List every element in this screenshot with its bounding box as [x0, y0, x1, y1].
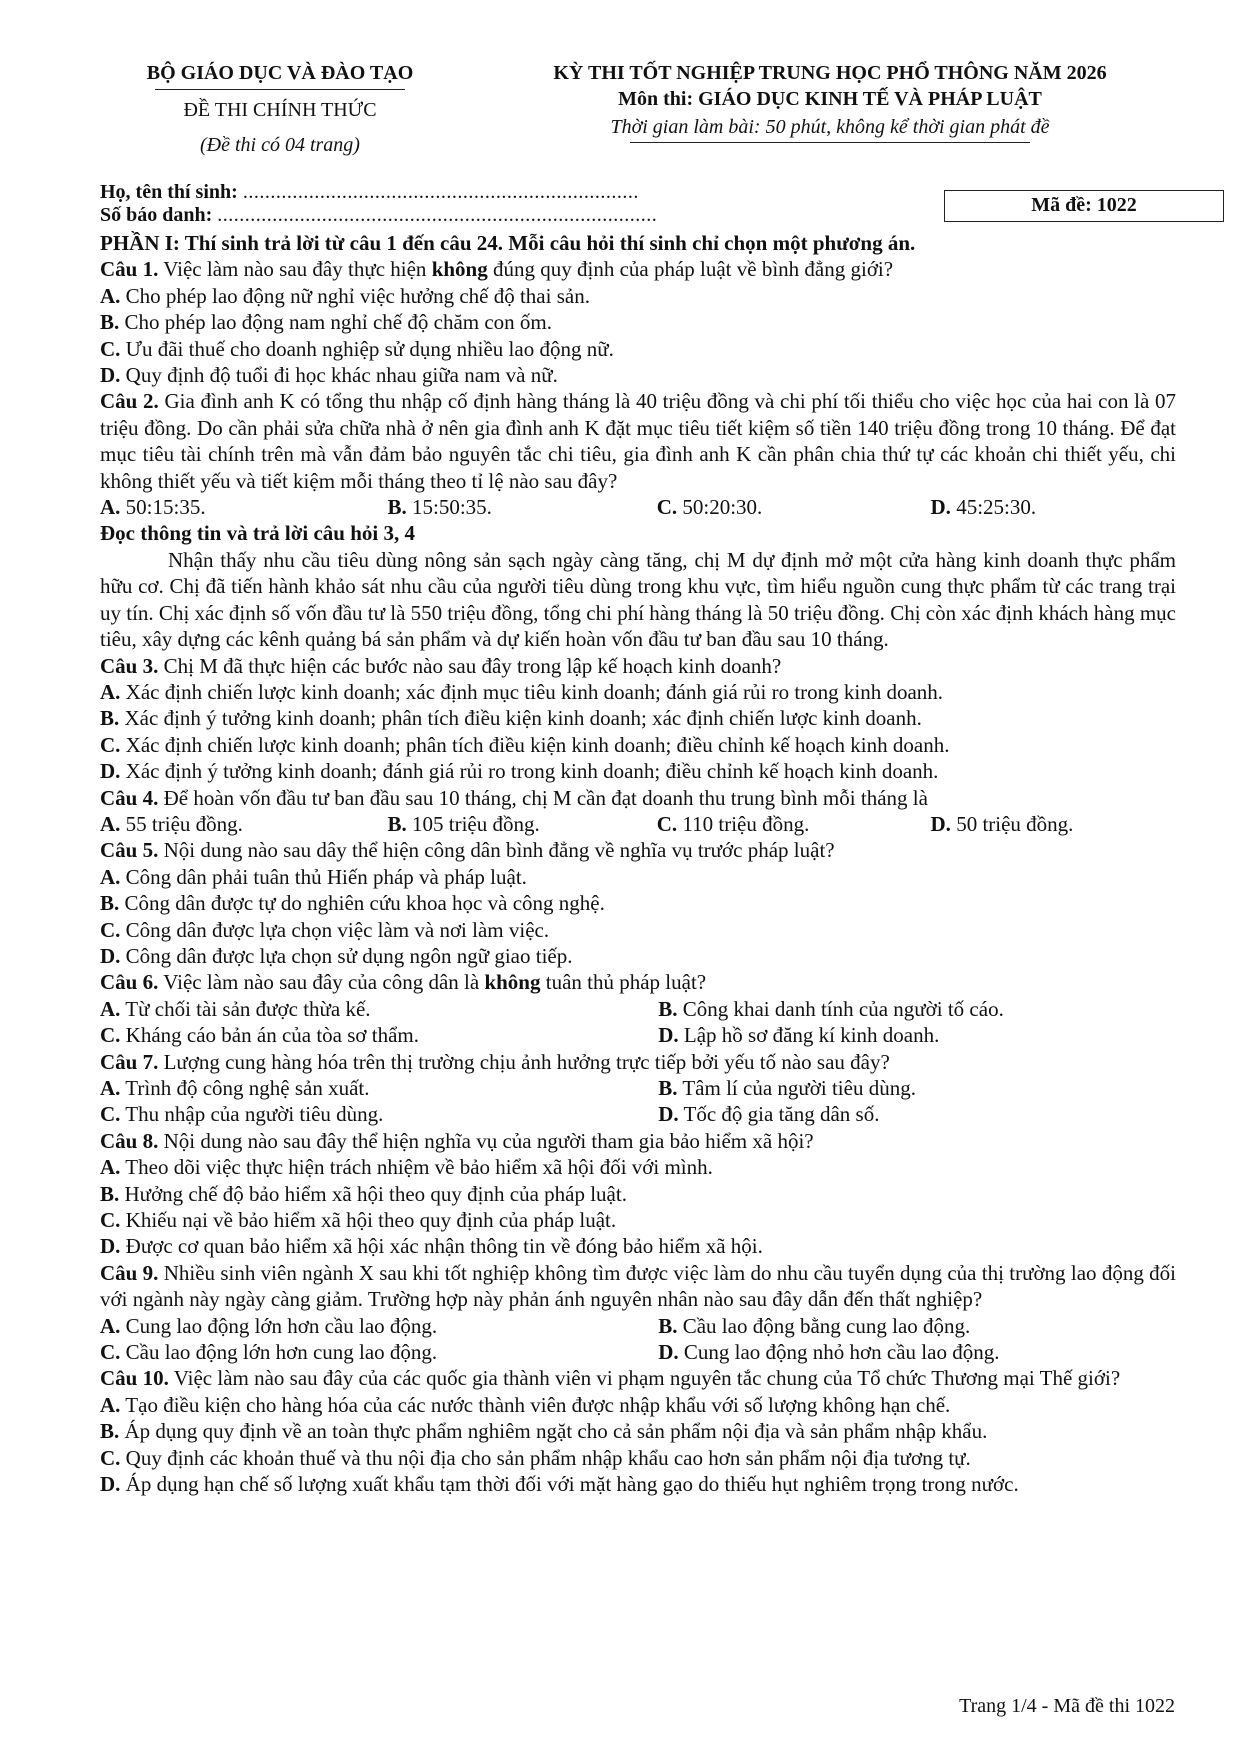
question-text: Chị M đã thực hiện các bước nào sau đây trong lập kế hoạch kinh doanh?	[158, 653, 782, 678]
option-d	[100, 362, 1176, 388]
option-label: C.	[656, 495, 678, 520]
option-b	[100, 705, 1176, 731]
option-text: Lập hồ sơ đăng kí kinh doanh.	[678, 1023, 940, 1048]
option-text: Xác định ý tưởng kinh doanh; phân tích điều kiện kinh doanh; xác định chiến lược kinh doanh.	[119, 706, 922, 731]
question-number: Câu 9.	[100, 1260, 159, 1285]
option-text: 50 triệu đồng.	[950, 811, 1074, 836]
option-label: B.	[658, 1076, 678, 1100]
question-number: Câu 3.	[100, 653, 159, 678]
option-label: C.	[100, 917, 121, 942]
candidate-name-line	[100, 181, 700, 204]
option-c	[100, 1022, 658, 1048]
question-5	[100, 837, 1176, 863]
question-emphasis: không	[484, 970, 541, 995]
option-label: B.	[100, 891, 120, 916]
option-d	[658, 1022, 1176, 1048]
question-1	[100, 256, 1176, 282]
time-note: Thời gian làm bài: 50 phút, không kể thời gian phát đề	[610, 116, 1050, 138]
option-label: D.	[100, 1472, 121, 1497]
question-text: Việc làm nào sau đây thực hiện	[158, 257, 432, 282]
option-text: Hưởng chế độ bảo hiểm xã hội theo quy định của pháp luật.	[119, 1181, 627, 1206]
option-label: D.	[658, 1023, 679, 1048]
option-c	[100, 917, 1176, 943]
option-b	[658, 1075, 1176, 1101]
question-text: Việc làm nào sau đây của công dân là	[158, 970, 485, 995]
option-text: Quy định độ tuổi đi học khác nhau giữa nam và nữ.	[120, 363, 558, 388]
options-row	[100, 494, 1176, 520]
option-text: Công dân được lựa chọn sử dụng ngôn ngữ giao tiếp.	[120, 943, 573, 968]
option-text: Tốc độ gia tăng dân số.	[678, 1102, 880, 1127]
option-text: Công khai danh tính của người tố cáo.	[677, 996, 1004, 1021]
options-row	[100, 1339, 1176, 1365]
candidate-name-label: Họ, tên thí sinh:	[100, 181, 238, 203]
option-b	[658, 996, 1176, 1022]
passage-3-4: Nhận thấy nhu cầu tiêu dùng nông sản sạch ngày càng tăng, chị M dự định mở một cửa hàng kinh doanh thực phẩm hữu cơ. Chị đã tiến hành khảo sát nhu cầu của người tiêu dùng trong khu vực, tìm hiểu nguồn cung thực phẩm từ các trang trại uy tín. Chị xác định số vốn đầu tư là 550 triệu đồng, tổng chi phí hàng tháng là 50 triệu đồng. Chị còn xác định khách hàng mục tiêu, xây dựng các kênh quảng bá sản phẩm và dự kiến hoàn vốn đầu tư ban đầu sau 10 tháng.	[100, 547, 1176, 652]
option-label: A.	[100, 1313, 121, 1338]
option-a	[100, 283, 1176, 309]
question-2	[100, 388, 1176, 494]
option-b	[100, 890, 1176, 916]
option-label: B.	[658, 996, 678, 1021]
option-label: C.	[100, 1445, 121, 1470]
option-text: Cầu lao động lớn hơn cung lao động.	[120, 1340, 438, 1365]
option-label: B.	[387, 495, 407, 520]
option-label: B.	[658, 1313, 678, 1338]
option-text: Thu nhập của người tiêu dùng.	[120, 1102, 384, 1127]
option-label: B.	[100, 706, 120, 731]
option-d	[931, 811, 1177, 837]
option-label: A.	[100, 864, 121, 889]
header-left	[100, 60, 460, 160]
option-label: C.	[100, 1102, 121, 1127]
option-label: C.	[100, 336, 121, 361]
option-c	[100, 1339, 658, 1365]
option-a	[100, 1313, 658, 1339]
section-title-3-4: Đọc thông tin và trả lời câu hỏi 3, 4	[100, 521, 415, 546]
option-c	[100, 1207, 1176, 1233]
options-row	[100, 1101, 1176, 1127]
candidate-info	[100, 181, 700, 227]
time-underline	[630, 142, 1030, 143]
option-text: Áp dụng hạn chế số lượng xuất khẩu tạm thời đối với mặt hàng gạo do thiếu hụt nghiêm trọng trong nước.	[120, 1472, 1019, 1497]
question-text: Để hoàn vốn đầu tư ban đầu sau 10 tháng, chị M cần đạt doanh thu trung bình mỗi tháng là	[158, 785, 928, 810]
option-text: Cung lao động lớn hơn cầu lao động.	[120, 1313, 438, 1338]
question-text: đúng quy định của pháp luật về bình đẳng giới?	[487, 257, 894, 282]
candidate-name-dots: ........................................................................	[242, 181, 639, 203]
question-number: Câu 7.	[100, 1049, 159, 1074]
option-label: A.	[100, 1155, 121, 1180]
question-text: Nội dung nào sau dây thể hiện công dân bình đẳng về nghĩa vụ trước pháp luật?	[158, 838, 835, 863]
option-label: B.	[100, 310, 120, 335]
option-d	[100, 758, 1176, 784]
option-label: C.	[656, 811, 678, 836]
question-10	[100, 1365, 1176, 1391]
option-label: C.	[100, 732, 121, 757]
exam-content	[100, 230, 1176, 1498]
options-row	[100, 1022, 1176, 1048]
option-label: A.	[100, 283, 121, 308]
option-b	[387, 811, 656, 837]
option-d	[658, 1339, 1176, 1365]
option-text: Cung lao động nhỏ hơn cầu lao động.	[678, 1340, 1000, 1365]
question-text: Nội dung nào sau đây thể hiện nghĩa vụ của người tham gia bảo hiểm xã hội?	[158, 1128, 814, 1153]
option-text: Cho phép lao động nam nghỉ chế độ chăm con ốm.	[119, 310, 553, 335]
option-b	[100, 309, 1176, 335]
question-text: Lượng cung hàng hóa trên thị trường chịu ảnh hưởng trực tiếp bởi yếu tố nào sau đây?	[158, 1049, 890, 1074]
question-number: Câu 2.	[100, 389, 159, 414]
option-label: D.	[100, 363, 121, 388]
option-text: 110 triệu đồng.	[677, 811, 810, 836]
option-label: B.	[100, 1181, 120, 1206]
question-7	[100, 1049, 1176, 1075]
option-text: 55 triệu đồng.	[120, 811, 243, 836]
ministry-name: BỘ GIÁO DỤC VÀ ĐÀO TẠO	[146, 62, 414, 84]
option-b	[100, 1418, 1176, 1444]
option-label: D.	[658, 1340, 679, 1365]
option-label: A.	[100, 811, 121, 836]
option-a	[100, 494, 387, 520]
question-text: Việc làm nào sau đây của các quốc gia thành viên vi phạm nguyên tắc chung của Tổ chức Thương mại Thế giới?	[168, 1366, 1121, 1391]
option-b	[387, 494, 656, 520]
option-label: A.	[100, 1076, 121, 1100]
option-text: Công dân được lựa chọn việc làm và nơi làm việc.	[120, 917, 550, 942]
option-text: Ưu đãi thuế cho doanh nghiệp sử dụng nhiều lao động nữ.	[120, 336, 614, 361]
option-label: A.	[100, 996, 121, 1021]
option-label: A.	[100, 679, 121, 704]
option-text: Công dân phải tuân thủ Hiến pháp và pháp luật.	[120, 864, 527, 889]
option-label: D.	[930, 811, 951, 836]
question-number: Câu 5.	[100, 838, 159, 863]
option-b	[658, 1313, 1176, 1339]
option-c	[100, 336, 1176, 362]
option-label: C.	[100, 1208, 121, 1233]
option-text: Xác định chiến lược kinh doanh; phân tích điều kiện kinh doanh; điều chỉnh kế hoạch kinh doanh.	[120, 732, 950, 757]
option-text: Tạo điều kiện cho hàng hóa của các nước thành viên được nhập khẩu với số lượng không hạn chế.	[120, 1392, 951, 1417]
option-text: Theo dõi việc thực hiện trách nhiệm về bảo hiểm xã hội đối với mình.	[120, 1155, 713, 1180]
option-a	[100, 996, 658, 1022]
subject-title: Môn thi: GIÁO DỤC KINH TẾ VÀ PHÁP LUẬT	[618, 88, 1042, 110]
option-a	[100, 679, 1176, 705]
option-c	[100, 732, 1176, 758]
official-label: ĐỀ THI CHÍNH THỨC	[183, 99, 377, 121]
option-c	[100, 1101, 658, 1127]
option-a	[100, 1075, 658, 1101]
option-text: Xác định chiến lược kinh doanh; xác định mục tiêu kinh doanh; đánh giá rủi ro trong kinh doanh.	[120, 679, 944, 704]
option-text: Cầu lao động bằng cung lao động.	[677, 1313, 971, 1338]
option-d	[100, 1471, 1176, 1497]
option-d	[100, 1233, 1176, 1259]
option-label: D.	[930, 495, 951, 520]
option-a	[100, 811, 387, 837]
option-text: Công dân được tự do nghiên cứu khoa học và công nghệ.	[119, 891, 605, 916]
option-text: 15:50:35.	[406, 495, 492, 520]
ministry-underline	[155, 89, 405, 90]
candidate-id-label: Số báo danh:	[100, 204, 213, 226]
option-label: C.	[100, 1023, 121, 1048]
question-number: Câu 4.	[100, 785, 159, 810]
option-text: Quy định các khoản thuế và thu nội địa cho sản phẩm nhập khẩu cao hơn sản phẩm nội địa tương tự.	[120, 1445, 971, 1470]
question-9	[100, 1260, 1176, 1313]
question-emphasis: không	[431, 257, 488, 282]
option-d	[931, 494, 1177, 520]
option-label: D.	[100, 759, 121, 784]
part1-title: PHẦN I: Thí sinh trả lời từ câu 1 đến câu 24. Mỗi câu hỏi thí sinh chỉ chọn một phương án.	[100, 231, 916, 255]
page-footer: Trang 1/4 - Mã đề thi 1022	[959, 1695, 1175, 1717]
question-6	[100, 969, 1176, 995]
header-right	[490, 60, 1170, 143]
pages-note: (Đề thi có 04 trang)	[200, 134, 360, 156]
question-text: tuân thủ pháp luật?	[540, 970, 707, 995]
candidate-id-dots: ................................................................................	[217, 204, 658, 226]
question-8	[100, 1128, 1176, 1154]
option-text: Được cơ quan bảo hiểm xã hội xác nhận thông tin về đóng bảo hiểm xã hội.	[120, 1234, 763, 1259]
option-c	[657, 494, 931, 520]
option-label: B.	[387, 811, 407, 836]
question-4	[100, 785, 1176, 811]
option-label: D.	[658, 1102, 679, 1127]
candidate-id-line	[100, 204, 700, 227]
option-d	[658, 1101, 1176, 1127]
option-text: Tâm lí của người tiêu dùng.	[677, 1076, 916, 1100]
options-row	[100, 996, 1176, 1022]
exam-title: KỲ THI TỐT NGHIỆP TRUNG HỌC PHỔ THÔNG NĂM 2026	[553, 62, 1107, 84]
option-a	[100, 1154, 1176, 1180]
option-text: 105 triệu đồng.	[406, 811, 540, 836]
option-b	[100, 1181, 1176, 1207]
option-text: Cho phép lao động nữ nghỉ việc hưởng chế độ thai sản.	[120, 283, 590, 308]
option-label: A.	[100, 1392, 121, 1417]
options-row	[100, 1075, 1176, 1101]
option-label: D.	[100, 1234, 121, 1259]
question-text: Nhiều sinh viên ngành X sau khi tốt nghiệp không tìm được việc làm do nhu cầu tuyển dụng của thị trường lao động đối với ngành này ngày càng giảm. Trường hợp này phản ánh nguyên nhân nào sau đây dẫn đến thất nghiệp?	[100, 1260, 1176, 1312]
exam-code-box: Mã đề: 1022	[944, 190, 1224, 222]
option-text: Kháng cáo bản án của tòa sơ thẩm.	[120, 1023, 420, 1048]
option-text: Từ chối tài sản được thừa kế.	[120, 996, 371, 1021]
question-number: Câu 1.	[100, 257, 159, 282]
option-text: Xác định ý tưởng kinh doanh; đánh giá rủi ro trong kinh doanh; điều chỉnh kế hoạch kinh doanh.	[120, 759, 939, 784]
options-row	[100, 811, 1176, 837]
option-a	[100, 1392, 1176, 1418]
option-text: 45:25:30.	[950, 495, 1037, 520]
option-label: B.	[100, 1419, 120, 1444]
option-text: 50:20:30.	[677, 495, 763, 520]
option-text: Áp dụng quy định về an toàn thực phẩm nghiêm ngặt cho cả sản phẩm nội địa và sản phẩm nhập khẩu.	[119, 1419, 988, 1444]
option-c	[100, 1445, 1176, 1471]
option-c	[657, 811, 931, 837]
option-d	[100, 943, 1176, 969]
question-number: Câu 8.	[100, 1128, 159, 1153]
option-text: 50:15:35.	[120, 495, 206, 520]
option-text: Khiếu nại về bảo hiểm xã hội theo quy định của pháp luật.	[120, 1208, 617, 1233]
options-row	[100, 1313, 1176, 1339]
question-text: Gia đình anh K có tổng thu nhập cố định hàng tháng là 40 triệu đồng và chi phí tối thiểu cho việc học của hai con là 07 triệu đồng. Do cần phải sửa chữa nhà ở nên gia đình anh K đặt mục tiêu tiết kiệm số tiền 140 triệu đồng trong 10 tháng. Để đạt mục tiêu tài chính trên mà vẫn đảm bảo nguyên tắc chi tiêu, gia đình anh K cần phân chia thứ tự các khoản chi thiết yếu, chi không thiết yếu và tiết kiệm mỗi tháng theo tỉ lệ nào sau đây?	[100, 389, 1176, 493]
question-3	[100, 653, 1176, 679]
option-label: A.	[100, 495, 121, 520]
option-a	[100, 864, 1176, 890]
option-text: Trình độ công nghệ sản xuất.	[120, 1076, 370, 1100]
option-label: C.	[100, 1340, 121, 1365]
option-label: D.	[100, 943, 121, 968]
question-number: Câu 6.	[100, 970, 159, 995]
question-number: Câu 10.	[100, 1366, 169, 1391]
